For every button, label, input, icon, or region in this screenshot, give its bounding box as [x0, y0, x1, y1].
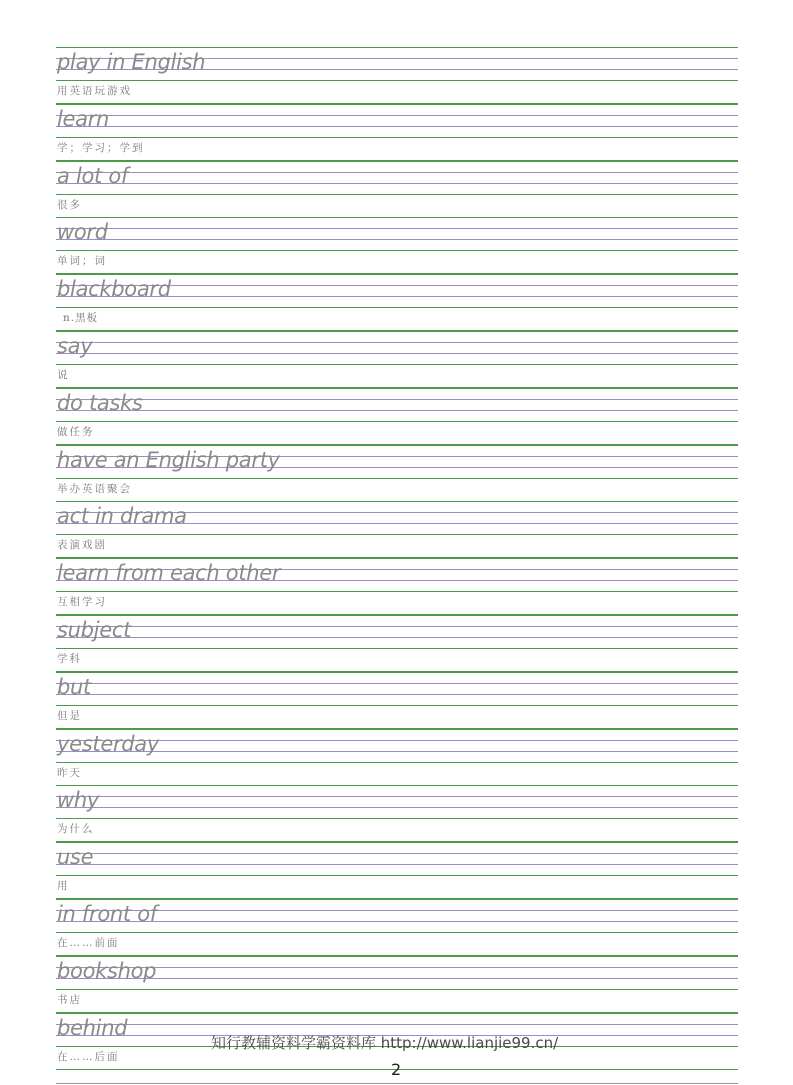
writing-line — [56, 478, 738, 479]
chinese-meaning: 学科 — [57, 653, 82, 665]
guide-line — [56, 342, 738, 343]
vocab-entry — [56, 217, 738, 274]
writing-line — [56, 956, 738, 957]
watermark-text: 知行教辅资料学霸资料库 http://www.lianjie99.cn/ — [211, 1034, 559, 1052]
vocab-entry — [56, 729, 738, 786]
english-phrase: in front of — [57, 902, 157, 926]
writing-line — [56, 331, 738, 332]
bottom-rule — [56, 1083, 738, 1084]
vocab-entry — [56, 161, 738, 218]
vocab-entry — [56, 274, 738, 331]
guide-line — [56, 172, 738, 173]
writing-line — [56, 47, 738, 48]
chinese-meaning: 但是 — [57, 709, 82, 722]
vocab-entry — [56, 615, 738, 672]
chinese-meaning: 互相学习 — [57, 596, 107, 609]
english-phrase: learn — [57, 106, 110, 131]
english-phrase: a lot of — [57, 163, 128, 188]
writing-line — [56, 364, 738, 365]
vocab-entry — [56, 899, 738, 956]
chinese-meaning: 说 — [57, 369, 70, 381]
writing-line — [56, 388, 738, 389]
vocab-entry — [56, 842, 738, 899]
page-number: 2 — [391, 1060, 402, 1079]
guide-line — [56, 637, 738, 638]
writing-line — [56, 307, 738, 308]
writing-line — [56, 989, 738, 990]
writing-line — [56, 842, 738, 843]
writing-line — [56, 558, 738, 559]
writing-line — [56, 591, 738, 592]
writing-line — [56, 705, 738, 706]
guide-line — [56, 921, 738, 922]
guide-line — [56, 853, 738, 854]
writing-line — [56, 80, 738, 81]
guide-line — [56, 410, 738, 411]
english-phrase: act in drama — [57, 504, 187, 529]
chinese-meaning: 在……前面 — [57, 937, 120, 949]
chinese-meaning: 学；学习；学到 — [57, 141, 145, 154]
writing-line — [56, 615, 738, 616]
vocab-entry — [56, 956, 738, 1013]
writing-line — [56, 137, 738, 138]
vocab-entry — [56, 104, 738, 161]
chinese-meaning: 做任务 — [57, 425, 95, 438]
chinese-meaning: 书店 — [57, 993, 82, 1006]
vocab-entry — [56, 672, 738, 729]
writing-line — [56, 194, 738, 195]
writing-line — [56, 217, 738, 218]
writing-line — [56, 672, 738, 673]
vocab-entry — [56, 445, 738, 502]
guide-line — [56, 910, 738, 911]
guide-line — [56, 353, 738, 354]
vocab-entry — [56, 388, 738, 445]
guide-line — [56, 807, 738, 808]
chinese-meaning: 很多 — [57, 198, 82, 211]
guide-line — [56, 1024, 738, 1025]
chinese-meaning: 用 — [57, 880, 70, 893]
english-phrase: bookshop — [57, 958, 157, 983]
writing-line — [56, 1013, 738, 1014]
guide-line — [56, 228, 738, 229]
writing-line — [56, 899, 738, 900]
guide-line — [56, 694, 738, 695]
english-phrase: do tasks — [57, 390, 143, 415]
chinese-meaning: 单词；词 — [57, 255, 107, 268]
guide-line — [56, 967, 738, 968]
writing-line — [56, 274, 738, 275]
vocab-entry — [56, 785, 738, 842]
english-phrase: subject — [57, 618, 132, 642]
chinese-meaning: 昨天 — [57, 766, 82, 779]
chinese-meaning: 为什么 — [57, 823, 95, 836]
guide-line — [56, 864, 738, 865]
guide-line — [56, 796, 738, 797]
chinese-meaning: 表演戏剧 — [57, 539, 107, 552]
writing-line — [56, 534, 738, 535]
english-phrase: blackboard — [57, 277, 171, 302]
vocab-entry — [56, 47, 738, 104]
english-phrase: word — [57, 220, 108, 245]
vocab-entry — [56, 558, 738, 615]
guide-line — [56, 239, 738, 240]
writing-line — [56, 785, 738, 786]
english-phrase: play in English — [57, 50, 206, 74]
guide-line — [56, 183, 738, 184]
writing-line — [56, 161, 738, 162]
writing-line — [56, 875, 738, 876]
english-phrase: yesterday — [57, 731, 160, 756]
writing-line — [56, 445, 738, 446]
writing-line — [56, 104, 738, 105]
english-phrase: have an English party — [57, 447, 280, 472]
guide-line — [56, 683, 738, 684]
writing-line — [56, 421, 738, 422]
english-phrase: say — [57, 334, 93, 358]
guide-line — [56, 399, 738, 400]
vocab-entry — [56, 501, 738, 558]
chinese-meaning: n.黑板 — [63, 312, 99, 325]
chinese-meaning: 在……后面 — [57, 1050, 120, 1063]
english-phrase: why — [57, 788, 100, 813]
writing-line — [56, 648, 738, 649]
writing-line — [56, 818, 738, 819]
writing-line — [56, 762, 738, 763]
chinese-meaning: 用英语玩游戏 — [57, 85, 132, 97]
chinese-meaning: 举办英语聚会 — [57, 482, 132, 495]
english-phrase: use — [57, 845, 94, 870]
guide-line — [56, 978, 738, 979]
english-phrase: but — [57, 674, 91, 699]
guide-line — [56, 626, 738, 627]
writing-line — [56, 729, 738, 730]
english-phrase: behind — [57, 1015, 128, 1040]
guide-line — [56, 115, 738, 116]
writing-line — [56, 250, 738, 251]
vocab-entry — [56, 331, 738, 388]
english-phrase: learn from each other — [57, 561, 281, 586]
guide-line — [56, 126, 738, 127]
writing-line — [56, 932, 738, 933]
writing-line — [56, 501, 738, 502]
